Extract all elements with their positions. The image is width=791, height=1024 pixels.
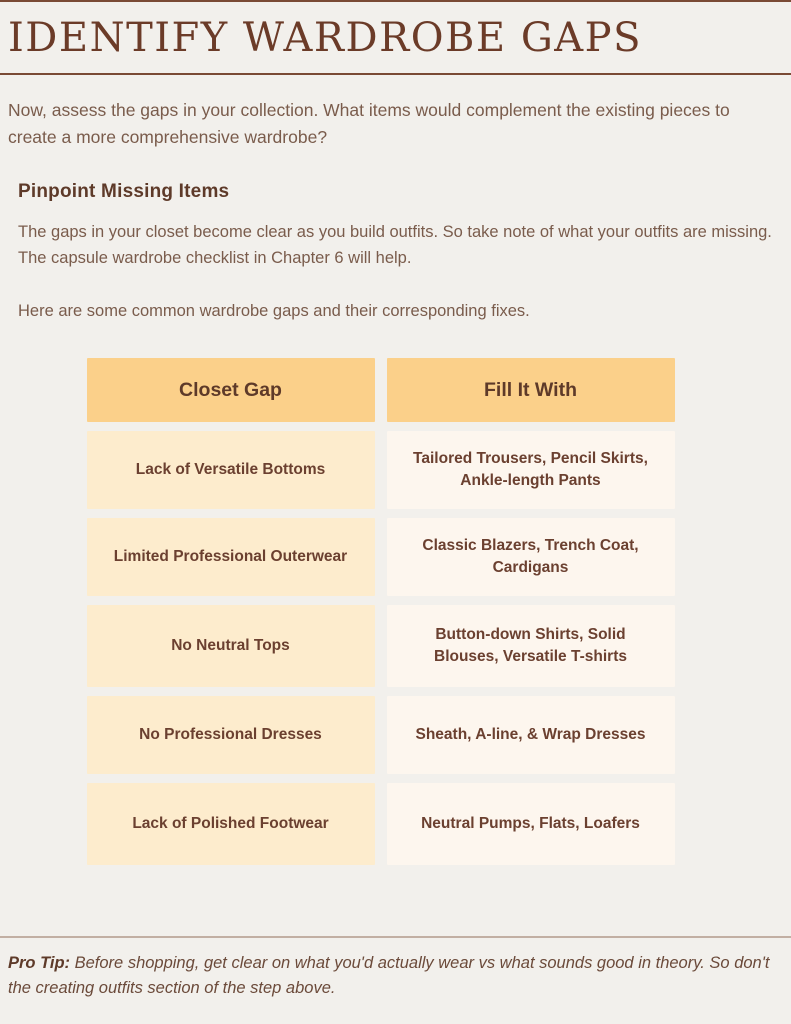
pro-tip <box>8 951 783 1002</box>
page-title: IDENTIFY WARDROBE GAPS <box>8 15 642 61</box>
table-header-closet-gap: Closet Gap <box>87 358 375 422</box>
table-column-closet-gap <box>87 358 375 865</box>
table-row: Tailored Trousers, Pencil Skirts, Ankle-length Pants <box>387 431 675 509</box>
table-row: Limited Professional Outerwear <box>87 518 375 596</box>
title-block <box>0 2 791 73</box>
table-row: Lack of Versatile Bottoms <box>87 431 375 509</box>
table-row: Button-down Shirts, Solid Blouses, Versatile T-shirts <box>387 605 675 687</box>
table-row: Lack of Polished Footwear <box>87 783 375 865</box>
title-bottom-divider <box>0 73 791 75</box>
table-row: Sheath, A-line, & Wrap Dresses <box>387 696 675 774</box>
table-row: Neutral Pumps, Flats, Loafers <box>387 783 675 865</box>
pro-tip-label: Pro Tip: <box>8 953 71 972</box>
section-heading: Pinpoint Missing Items <box>18 181 230 203</box>
body-paragraph-1: The gaps in your closet become clear as you build outfits. So take note of what your outfits are missing. The capsule wardrobe checklist in Chapter 6 will help. <box>18 223 772 268</box>
intro-paragraph: Now, assess the gaps in your collection. What items would complement the existing pieces to create a more comprehensive wardrobe? <box>8 99 730 147</box>
pro-tip-divider <box>0 936 791 938</box>
pro-tip-text: Before shopping, get clear on what you'd actually wear vs what sounds good in theory. So don't the creating outfits section of the step above. <box>8 953 770 998</box>
wardrobe-gap-table <box>87 358 695 865</box>
table-column-fill-it-with <box>387 358 675 865</box>
table-row: No Neutral Tops <box>87 605 375 687</box>
table-header-fill-it-with: Fill It With <box>387 358 675 422</box>
body-paragraph-2: Here are some common wardrobe gaps and their corresponding fixes. <box>18 301 530 320</box>
table-row: Classic Blazers, Trench Coat, Cardigans <box>387 518 675 596</box>
table-row: No Professional Dresses <box>87 696 375 774</box>
document-content <box>0 97 791 865</box>
